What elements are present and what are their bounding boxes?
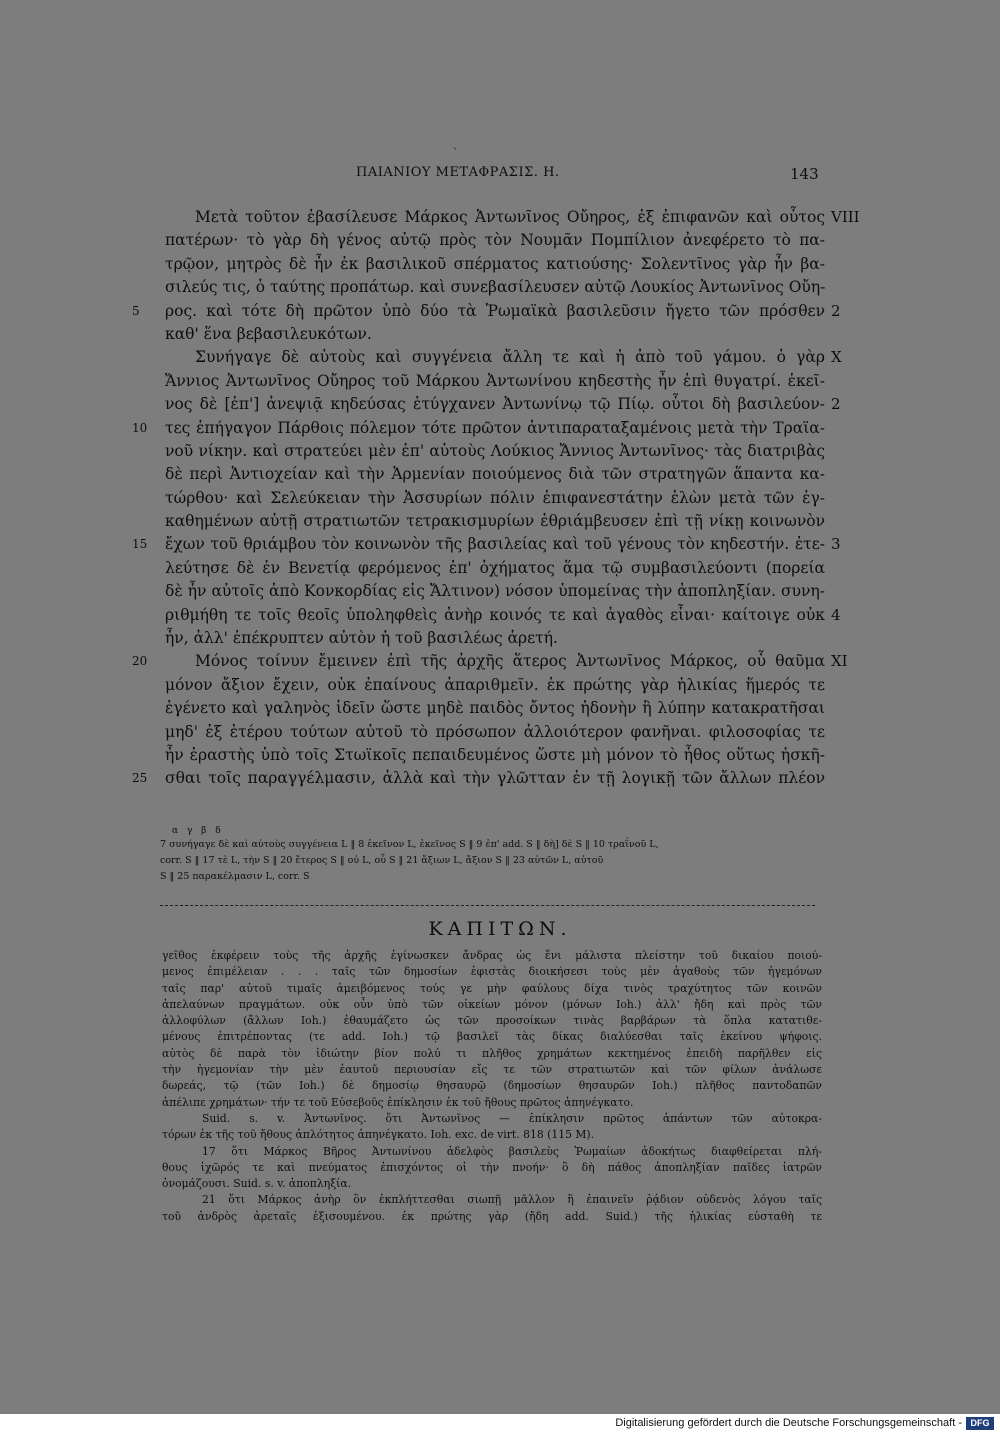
line-text: ἦν, ἀλλ' ἐπέκρυπτεν αὐτὸν ἡ τοῦ βασιλέως ἀρετή. <box>165 629 558 648</box>
line-text: ἦν ἐραστὴς ὑπὸ τοῖς Στωϊκοῖς πεπαιδευμένος ὥστε μὴ μόνον τὸ ἦθος οὕτως ἠσκῆ- <box>165 745 825 764</box>
margin-section-number: 3 <box>831 535 841 554</box>
line-text: ἐγένετο καὶ γαληνὸς ἰδεῖν ὥστε μηδὲ παιδὸς ὄντος ἡδονὴν ἢ λύπην κατακρατῆσαι <box>165 699 825 718</box>
source-line <box>162 1127 822 1143</box>
text-line <box>165 463 825 486</box>
source-line-text: Suid. s. v. Ἀντωνῖνος. ὅτι Ἀντωνῖνος — ἐπίκλησιν πρῶτος ἁπάντων τῶν αὐτοκρα- <box>202 1111 822 1125</box>
line-text: καθημένων αὐτῇ στρατιωτῶν τετρακισμυρίων ἐθριάμβευσεν ἐπὶ τῇ νίκῃ κοινωνὸν <box>165 512 825 531</box>
line-text: Μετὰ τοῦτον ἐβασίλευσε Μάρκος Ἀντωνῖνος Οὔηρος, ἐξ ἐπιφανῶν καὶ οὗτος <box>195 208 825 226</box>
source-line <box>162 964 822 980</box>
line-number: 5 <box>132 303 140 318</box>
running-header <box>0 165 1000 187</box>
text-line <box>132 650 848 673</box>
text-line <box>165 346 842 369</box>
text-line <box>132 533 841 556</box>
source-line-text: ὀνομάζουσι. Suid. s. v. ἀποπληξία. <box>162 1177 352 1191</box>
source-line <box>162 997 822 1013</box>
source-line <box>162 1209 822 1225</box>
line-number: 10 <box>132 420 148 435</box>
line-text: νοῦ νίκην. καὶ στρατεύει μὲν ἐπ' αὐτοὺς Λούκιος Ἄννιος Ἀντωνῖνος· τὰς διατριβὰς <box>165 441 825 460</box>
line-text: Ἄννιος Ἀντωνῖνος Οὔηρος τοῦ Μάρκου Ἀντωνίνου κηδεστὴς ἦν ἐπὶ θυγατρί. ἐκεῖ- <box>165 371 825 390</box>
text-line <box>165 393 841 416</box>
line-number: 20 <box>132 654 148 669</box>
source-line-text: ἀπέλιπε χρημάτων· τήν τε τοῦ Εὐσεβοῦς ἐπίκλησιν ἐκ τοῦ ἤθους πρῶτος ἀπηνέγκατο. <box>162 1095 634 1109</box>
line-text: Μόνος τοίνυν ἔμεινεν ἐπὶ τῆς ἀρχῆς ἅτερος Ἀντωνῖνος Μάρκος, οὗ θαῦμα <box>195 652 825 671</box>
source-text <box>162 948 822 1225</box>
line-number: 15 <box>132 537 148 552</box>
text-line <box>165 674 825 697</box>
line-text: καθ' ἕνα βεβασιλευκότων. <box>165 324 372 343</box>
apparatus-line: 7 συνήγαγε δὲ καὶ αὐτοὺς συγγένεια L ‖ 8 ἐκεῖνον L, ἐκεῖνος S ‖ 9 ἐπ' add. S ‖ δὴ] δὲ S ‖ 10 τραΐνοῦ L, <box>160 839 659 850</box>
main-text <box>132 206 860 791</box>
source-line <box>162 1176 822 1192</box>
source-line-text: γεῖθος ἐκφέρειν τοὺς τῆς ἀρχῆς ἐγίνωσκεν ἄνδρας ὡς ἔνι μάλιστα πλείστην τοῦ δικαίου ποιού- <box>162 949 822 962</box>
source-line <box>162 1192 822 1208</box>
line-text: ρος. καὶ τότε δὴ πρῶτον ὑπὸ δύο τὰ Ῥωμαϊκὰ βασιλεῦσιν ἤγετο τῶν πρόσθεν <box>165 301 825 320</box>
source-line-text: ταῖς παρ' αὐτοῦ τιμαῖς ἀμειβόμενος τούς γε μὴν φαύλους δίχα τινὸς τραχύτητος τῶν κοινῶν <box>162 981 822 995</box>
source-line <box>162 1013 822 1029</box>
margin-section-number: 2 <box>831 301 841 320</box>
text-line <box>165 627 825 650</box>
source-line-text: δωρεάς, τῷ (τῶν Ioh.) δὲ δημοσίῳ θησαυρῷ (δημοσίων θησαυρῶν Ioh.) πλῆθος παντοδαπῶν <box>162 1079 822 1093</box>
line-text: Συνήγαγε δὲ αὐτοὺς καὶ συγγένεια ἄλλη τε καὶ ἡ ἀπὸ τοῦ γάμου. ὁ γὰρ <box>195 348 825 367</box>
line-text: μόνον ἄξιον ἔχειν, οὐκ ἐπαίνους ἀπαριθμεῖν. ἐκ πρώτης γὰρ ἡλικίας ἥμερός τε <box>165 675 825 694</box>
text-line <box>165 253 825 276</box>
text-line <box>165 697 825 720</box>
line-number: 25 <box>132 771 148 786</box>
text-line <box>165 721 825 744</box>
source-line <box>162 1029 822 1045</box>
source-line-text: τοῦ ἀνδρὸς ἀρεταῖς ἐξισουμένου. ἐκ πρώτης γὰρ (ἤδη add. Suid.) τῆς ἡλικίας εὐσταθὴ τε <box>162 1209 822 1223</box>
text-line <box>165 276 825 299</box>
margin-section-number: XI <box>831 652 848 671</box>
source-line-text: 21 ὅτι Μάρκος ἀνὴρ ὃν ἐκπλήττεσθαι σιωπῇ μᾶλλον ἢ ἐπαινεῖν ῥᾴδιον οὐδενὸς λόγου ταῖς <box>202 1193 822 1207</box>
text-line <box>132 417 825 440</box>
line-text: ἔχων τοῦ θριάμβου τὸν κοινωνὸν τῆς βασιλείας καὶ τοῦ γένους τὸν κηδεστήν. ἐτε- <box>165 535 825 554</box>
line-text: τώρθου· καὶ Σελεύκειαν τὴν Ἀσσυρίων πόλιν ἐπιφανεστάτην ἑλὼν μετὰ τῶν ἐγ- <box>165 488 825 507</box>
source-line-text: θους ἰχῶρός τε καὶ πνεύματος ἐπισχόντος οἱ τὴν πνοήν· ὃ δὴ πάθος ἀποπληξίαν παῖδες ἰατρῶν <box>162 1160 822 1174</box>
source-line <box>162 1078 822 1094</box>
source-line-text: τὴν ἡγεμονίαν τὴν μὲν ἑαυτοῦ περιουσίαν εἴς τε τῶν στρατιωτῶν καὶ τῶν φίλων ἀνάλωσε <box>162 1063 822 1077</box>
source-line-text: μένους ἐπιτρέποντας (τε add. Ioh.) τῷ βασιλεῖ τὰς δίκας διαλύεσθαι ταῖς ἐκείνου ψήφοις. <box>162 1030 822 1044</box>
header-title: ΠΑΙΑΝΙΟΥ ΜΕΤΑΦΡΑΣΙΣ. Η. <box>356 165 560 180</box>
line-text: λεύτησε δὲ ἐν Βενετίᾳ φερόμενος ἐπ' ὀχήματος ἅμα τῷ συμβασιλεύοντι (πορεία <box>165 558 825 577</box>
source-line <box>162 1062 822 1078</box>
dfg-logo: DFG <box>966 1417 994 1430</box>
text-line <box>165 229 825 252</box>
line-text: δὲ περὶ Ἀντιοχείαν καὶ τὴν Ἀρμενίαν ποιούμενος διὰ τῶν στρατηγῶν ἅπαντα κα- <box>165 465 825 484</box>
text-line <box>132 300 841 323</box>
line-text: σιλεύς τις, ὁ ταύτης προπάτωρ. καὶ συνεβασίλευσεν αὐτῷ Λουκίος Ἀντωνῖνος Οὔη- <box>165 278 825 297</box>
source-line <box>162 981 822 997</box>
source-line-text: 17 ὅτι Μάρκος Βῆρος Ἀντωνίνου ἀδελφὸς βασιλεὺς Ῥωμαίων ἀδοκήτως διαφθείρεται πλή- <box>202 1144 822 1158</box>
critical-apparatus <box>160 825 820 885</box>
funding-note: Digitalisierung gefördert durch die Deutsche Forschungsgemeinschaft - <box>615 1417 962 1429</box>
text-line <box>165 206 860 229</box>
apparatus-sigla: α γ β δ <box>172 826 224 836</box>
source-line <box>162 1095 822 1111</box>
page-tick-mark: ` <box>453 148 458 159</box>
text-line <box>165 744 825 767</box>
separator-rule <box>160 905 815 906</box>
text-line <box>165 323 825 346</box>
source-line-text: μενος ἐπιμέλειαν . . . ταῖς τῶν δημοσίων ἐφιστὰς διοικήσεσι τοὺς μὲν ἀγαθοὺς τῶν ἡγεμόνων <box>162 965 822 979</box>
source-line-text: ἀλλοφύλων (ἄλλων Ioh.) ἐθαυμάζετο ὡς τῶν προσοίκων τινὰς βαρβάρων τὰ ὅπλα κατατιθε- <box>162 1014 822 1028</box>
source-line <box>162 1111 822 1127</box>
apparatus-line: S ‖ 25 παρακέλμασιν L, corr. S <box>160 871 310 882</box>
source-line-text: τόρων ἐκ τῆς τοῦ ἤθους ἁπλότητος ἀπηνέγκατο. Ioh. exc. de virt. 818 (115 M). <box>162 1128 595 1142</box>
line-text: νος δὲ [ἐπ'] ἀνεψιᾷ κηδεύσας ἐτύγχανεν Ἀντωνίνῳ τῷ Πίῳ. οὗτοι δὴ βασιλεύον- <box>165 395 825 414</box>
line-text: δὲ ἦν αὐτοῖς ἀπὸ Κονκορδίας εἰς Ἄλτινον) νόσον ὑπομείνας τὴν ἀποπληξίαν. συνη- <box>165 582 825 601</box>
source-line-text: αὐτὸς δὲ παρὰ τὸν ἰδιώτην βίον πολύ τι πλῆθος χρημάτων κεκτημένος ἐπειδὴ παρῆλθεν εἰς <box>162 1046 822 1060</box>
text-line <box>165 487 825 510</box>
page-number: 143 <box>790 165 819 183</box>
line-text: ριθμήθη τε τοῖς θεοῖς ὑποληφθεὶς ἀνὴρ κοινός τε καὶ ἀγαθὸς εἶναι· καίτοιγε οὐκ <box>165 605 825 624</box>
source-line <box>162 948 822 964</box>
line-text: σθαι τοῖς παραγγέλμασιν, ἀλλὰ καὶ τὴν γλῶτταν ἐν τῇ λογικῇ τῶν ἄλλων πλέον <box>165 769 825 788</box>
source-line <box>162 1160 822 1176</box>
line-text: πατέρων· τὸ γὰρ δὴ γένος αὐτῷ πρὸς τὸν Νουμᾶν Πομπίλιον ἀνεφέρετο τὸ πα- <box>165 231 825 250</box>
text-line <box>165 440 825 463</box>
line-text: μηδ' ἐξ ἑτέρου τούτων αὐτοῦ τὸ πρόσωπον ἀλλοιότερον φανῆναι. φιλοσοφίας τε <box>165 722 825 741</box>
line-text: τες ἐπήγαγον Πάρθοις πόλεμον τότε πρῶτον ἀντιπαραταξαμένοις μετὰ τὴν Τραϊα- <box>165 418 825 437</box>
margin-section-number: 4 <box>831 605 841 624</box>
text-line <box>165 510 825 533</box>
text-line <box>165 580 825 603</box>
source-line-text: ἀπελαύνων πραγμάτων. οὐκ οὖν ὑπὸ τῶν οἰκείων μόνον (μόνων Ioh.) ἀλλ' ἤδη καὶ πρὸς τῶν <box>162 997 822 1011</box>
text-line <box>165 604 841 627</box>
text-line <box>165 370 825 393</box>
text-line <box>132 767 825 790</box>
line-text: τρῷον, μητρὸς δὲ ἦν ἐκ βασιλικοῦ σπέρματος κατιούσης· Σολεντῖνος γὰρ ἦν βα- <box>165 254 825 273</box>
margin-section-number: X <box>831 348 842 367</box>
source-line <box>162 1144 822 1160</box>
margin-section-number: VIII <box>831 208 860 226</box>
text-line <box>165 557 825 580</box>
apparatus-line: corr. S ‖ 17 τὲ L, τὴν S ‖ 20 ἕτερος S ‖ οὐ L, οὗ S ‖ 21 ἄξιων L, ἄξιον S ‖ 23 αὐτῶν L, αὐτοῦ <box>160 855 604 866</box>
digitization-footer <box>0 1414 1000 1434</box>
margin-section-number: 2 <box>831 395 841 414</box>
source-line <box>162 1046 822 1062</box>
section-title: ΚΑΠΙΤΩΝ. <box>428 918 572 940</box>
